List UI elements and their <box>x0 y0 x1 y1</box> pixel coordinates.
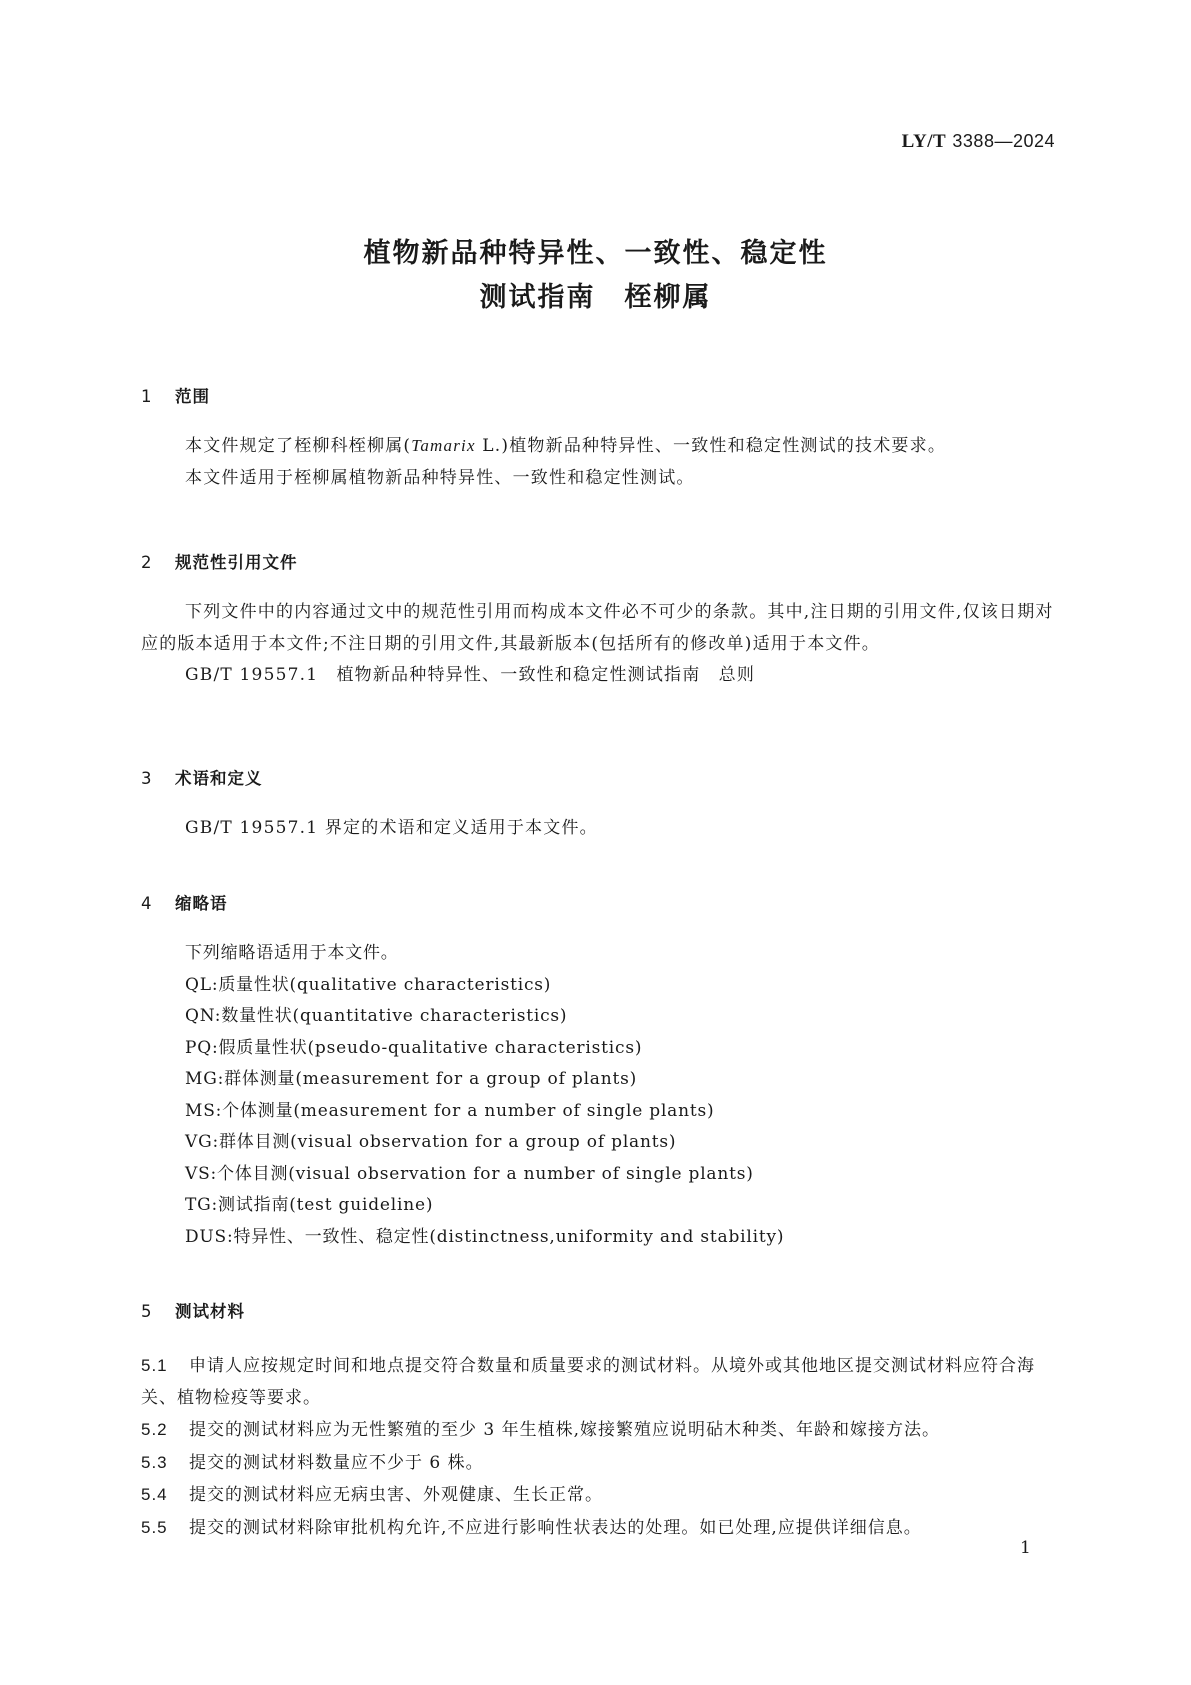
abbreviation-item: QN:数量性状(quantitative characteristics) <box>185 1006 568 1026</box>
clause: 5.3 提交的测试材料数量应不少于 6 株。 <box>141 1452 484 1473</box>
title-line-2: 测试指南 桎柳属 <box>479 282 712 313</box>
section-abbreviations-body <box>141 938 1061 1253</box>
standard-prefix: LY/T <box>901 131 947 152</box>
reference-item: GB/T 19557.1 植物新品种特异性、一致性和稳定性测试指南 总则 <box>185 665 756 685</box>
section-references-body <box>141 597 1061 692</box>
abbreviation-item: MS:个体测量(measurement for a number of single plants) <box>185 1100 715 1121</box>
section-scope-body <box>141 430 1061 494</box>
section-heading: 1 范围 <box>141 387 210 406</box>
paragraph: 下列文件中的内容通过文中的规范性引用而构成本文件必不可少的条款。其中,注日期的引用文件,仅该日期对应的版本适用于本文件;不注日期的引用文件,其最新版本(包括所有的修改单)适用于本文件。 <box>141 602 1054 654</box>
clause: 5.4 提交的测试材料应无病虫害、外观健康、生长正常。 <box>141 1485 603 1505</box>
section-heading: 3 术语和定义 <box>141 769 263 788</box>
section-terms <box>141 765 1061 789</box>
section-test-material-body <box>141 1350 1061 1544</box>
standard-number: 3388—2024 <box>952 131 1055 151</box>
section-normative-references <box>141 549 1061 573</box>
abbreviation-item: MG:群体测量(measurement for a group of plants) <box>185 1069 638 1089</box>
standard-code <box>902 131 1055 153</box>
section-heading: 2 规范性引用文件 <box>141 553 298 572</box>
page-number: 1 <box>1020 1538 1031 1558</box>
abbreviation-item: VS:个体目测(visual observation for a number of single plants) <box>185 1163 754 1184</box>
abbreviation-item: DUS:特异性、一致性、稳定性(distinctness,uniformity and stability) <box>185 1226 785 1247</box>
paragraph: GB/T 19557.1 界定的术语和定义适用于本文件。 <box>185 818 598 838</box>
title-line-1: 植物新品种特异性、一致性、稳定性 <box>363 238 828 269</box>
paragraph: 本文件规定了桎柳科桎柳属(Tamarix L.)植物新品种特异性、一致性和稳定性测试的技术要求。 <box>185 436 947 456</box>
section-heading: 4 缩略语 <box>141 894 228 913</box>
section-scope <box>141 383 1061 407</box>
section-abbreviations <box>141 890 1061 914</box>
paragraph: 本文件适用于桎柳属植物新品种特异性、一致性和稳定性测试。 <box>185 467 695 488</box>
clause: 5.1 申请人应按规定时间和地点提交符合数量和质量要求的测试材料。从境外或其他地区提交测试材料应符合海关、植物检疫等要求。 <box>141 1356 1035 1408</box>
section-terms-body <box>141 813 1061 845</box>
abbreviation-item: TG:测试指南(test guideline) <box>185 1195 434 1215</box>
abbreviation-item: VG:群体目测(visual observation for a group of plants) <box>185 1132 677 1152</box>
paragraph: 下列缩略语适用于本文件。 <box>185 943 399 963</box>
section-test-material <box>141 1298 1061 1322</box>
clause: 5.2 提交的测试材料应为无性繁殖的至少 3 年生植株,嫁接繁殖应说明砧木种类、年龄和嫁接方法。 <box>141 1420 941 1440</box>
abbreviation-item: QL:质量性状(qualitative characteristics) <box>185 974 552 995</box>
document-title <box>0 232 1191 320</box>
clause: 5.5 提交的测试材料除审批机构允许,不应进行影响性状表达的处理。如已处理,应提供详细信息。 <box>141 1517 922 1538</box>
section-heading: 5 测试材料 <box>141 1302 245 1321</box>
abbreviation-item: PQ:假质量性状(pseudo-qualitative characteristics) <box>185 1037 643 1058</box>
